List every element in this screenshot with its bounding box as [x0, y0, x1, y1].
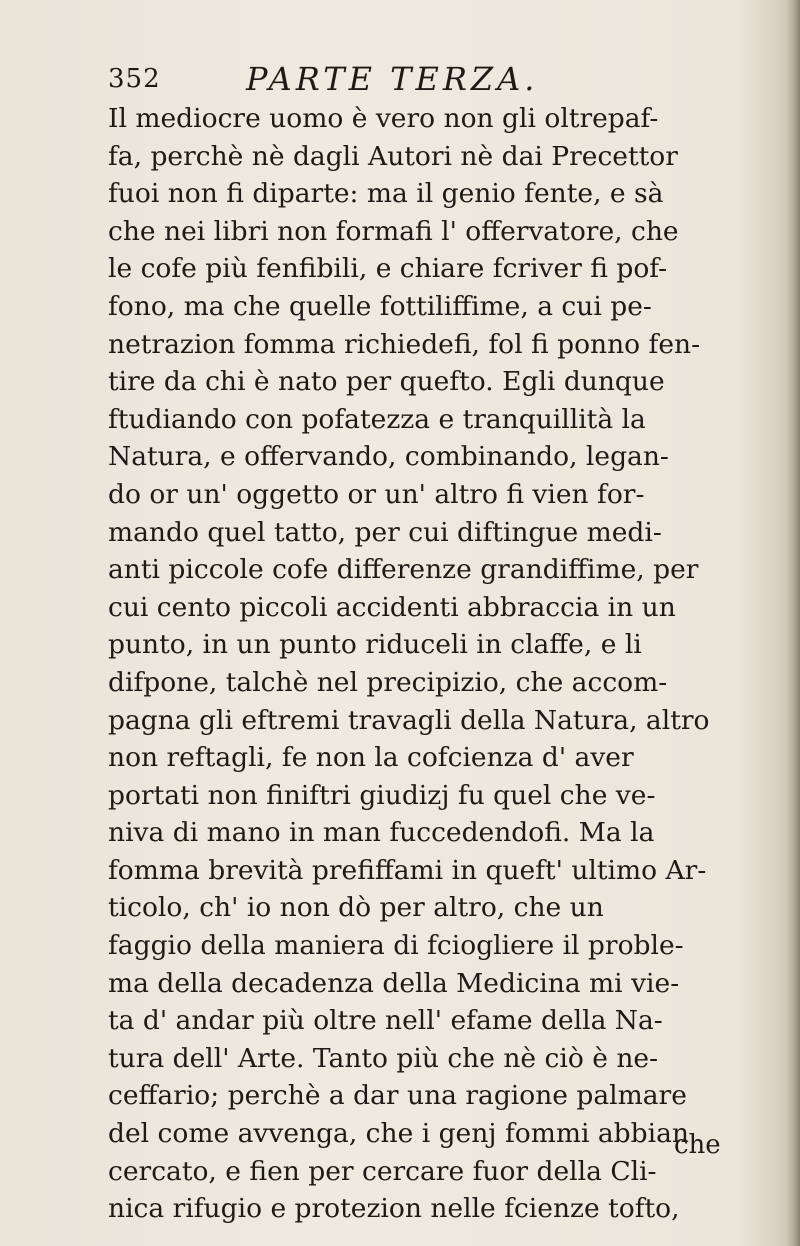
text-line: cercato, e fien per cercare fuor della Cli- [108, 1155, 657, 1187]
text-line: fuoi non fi diparte: ma il genio fente, e sà [108, 178, 664, 210]
text-line: tire da chi è nato per quefto. Egli dunque [108, 366, 665, 398]
text-line: non reftagli, fe non la cofcienza d' aver [108, 742, 634, 774]
text-line: pagna gli eftremi travagli della Natura, altro [108, 704, 710, 736]
text-line: portati non finiftri giudizj fu quel che ve- [108, 779, 656, 811]
text-line: che nei libri non formafi l' offervatore, che [108, 215, 679, 247]
text-line: anti piccole cofe differenze grandiffime, per [108, 554, 699, 586]
text-line: fono, ma che quelle fottiliffime, a cui pe- [108, 290, 652, 322]
page-number: 352 [108, 64, 161, 94]
running-head [108, 60, 668, 100]
text-line: ta d' andar più oltre nell' efame della Na- [108, 1005, 663, 1037]
text-line: netrazion fomma richiedefi, fol fi ponno fen- [108, 328, 701, 360]
text-line: tura dell' Arte. Tanto più che nè ciò è ne- [108, 1042, 659, 1074]
text-line: difpone, talchè nel precipizio, che accom- [108, 666, 668, 698]
catchword: che [674, 1130, 721, 1160]
text-line: fomma brevità prefiffami in queft' ultimo Ar- [108, 854, 707, 886]
text-line: Il mediocre uomo è vero non gli oltrepaf- [108, 103, 659, 134]
text-line: nica rifugio e protezion nelle fcienze tofto, [108, 1193, 680, 1225]
text-line: do or un' oggetto or un' altro fi vien for- [108, 478, 645, 510]
text-line: del come avvenga, che i genj fommi abbian [108, 1118, 689, 1150]
text-line: le cofe più fenfibili, e chiare fcriver fi pof- [108, 253, 668, 285]
text-line: ceffario; perchè a dar una ragione palmare [108, 1080, 687, 1112]
text-line: faggio della maniera di fciogliere il proble- [108, 930, 684, 962]
body-text [108, 100, 738, 1228]
running-head-title: PARTE TERZA. [246, 60, 539, 98]
text-line: niva di mano in man fuccedendofi. Ma la [108, 817, 655, 849]
text-line: mando quel tatto, per cui diftingue medi- [108, 516, 662, 548]
text-line: ftudiando con pofatezza e tranquillità la [108, 403, 646, 435]
text-line: ma della decadenza della Medicina mi vie- [108, 967, 680, 999]
page-edge-shadow [786, 0, 800, 1246]
text-line: punto, in un punto riduceli in claffe, e li [108, 629, 642, 661]
text-line: fa, perchè nè dagli Autori nè dai Precettor [108, 140, 678, 172]
text-line: ticolo, ch' io non dò per altro, che un [108, 892, 604, 924]
text-line: Natura, e offervando, combinando, legan- [108, 441, 669, 473]
text-line: cui cento piccoli accidenti abbraccia in un [108, 591, 676, 623]
